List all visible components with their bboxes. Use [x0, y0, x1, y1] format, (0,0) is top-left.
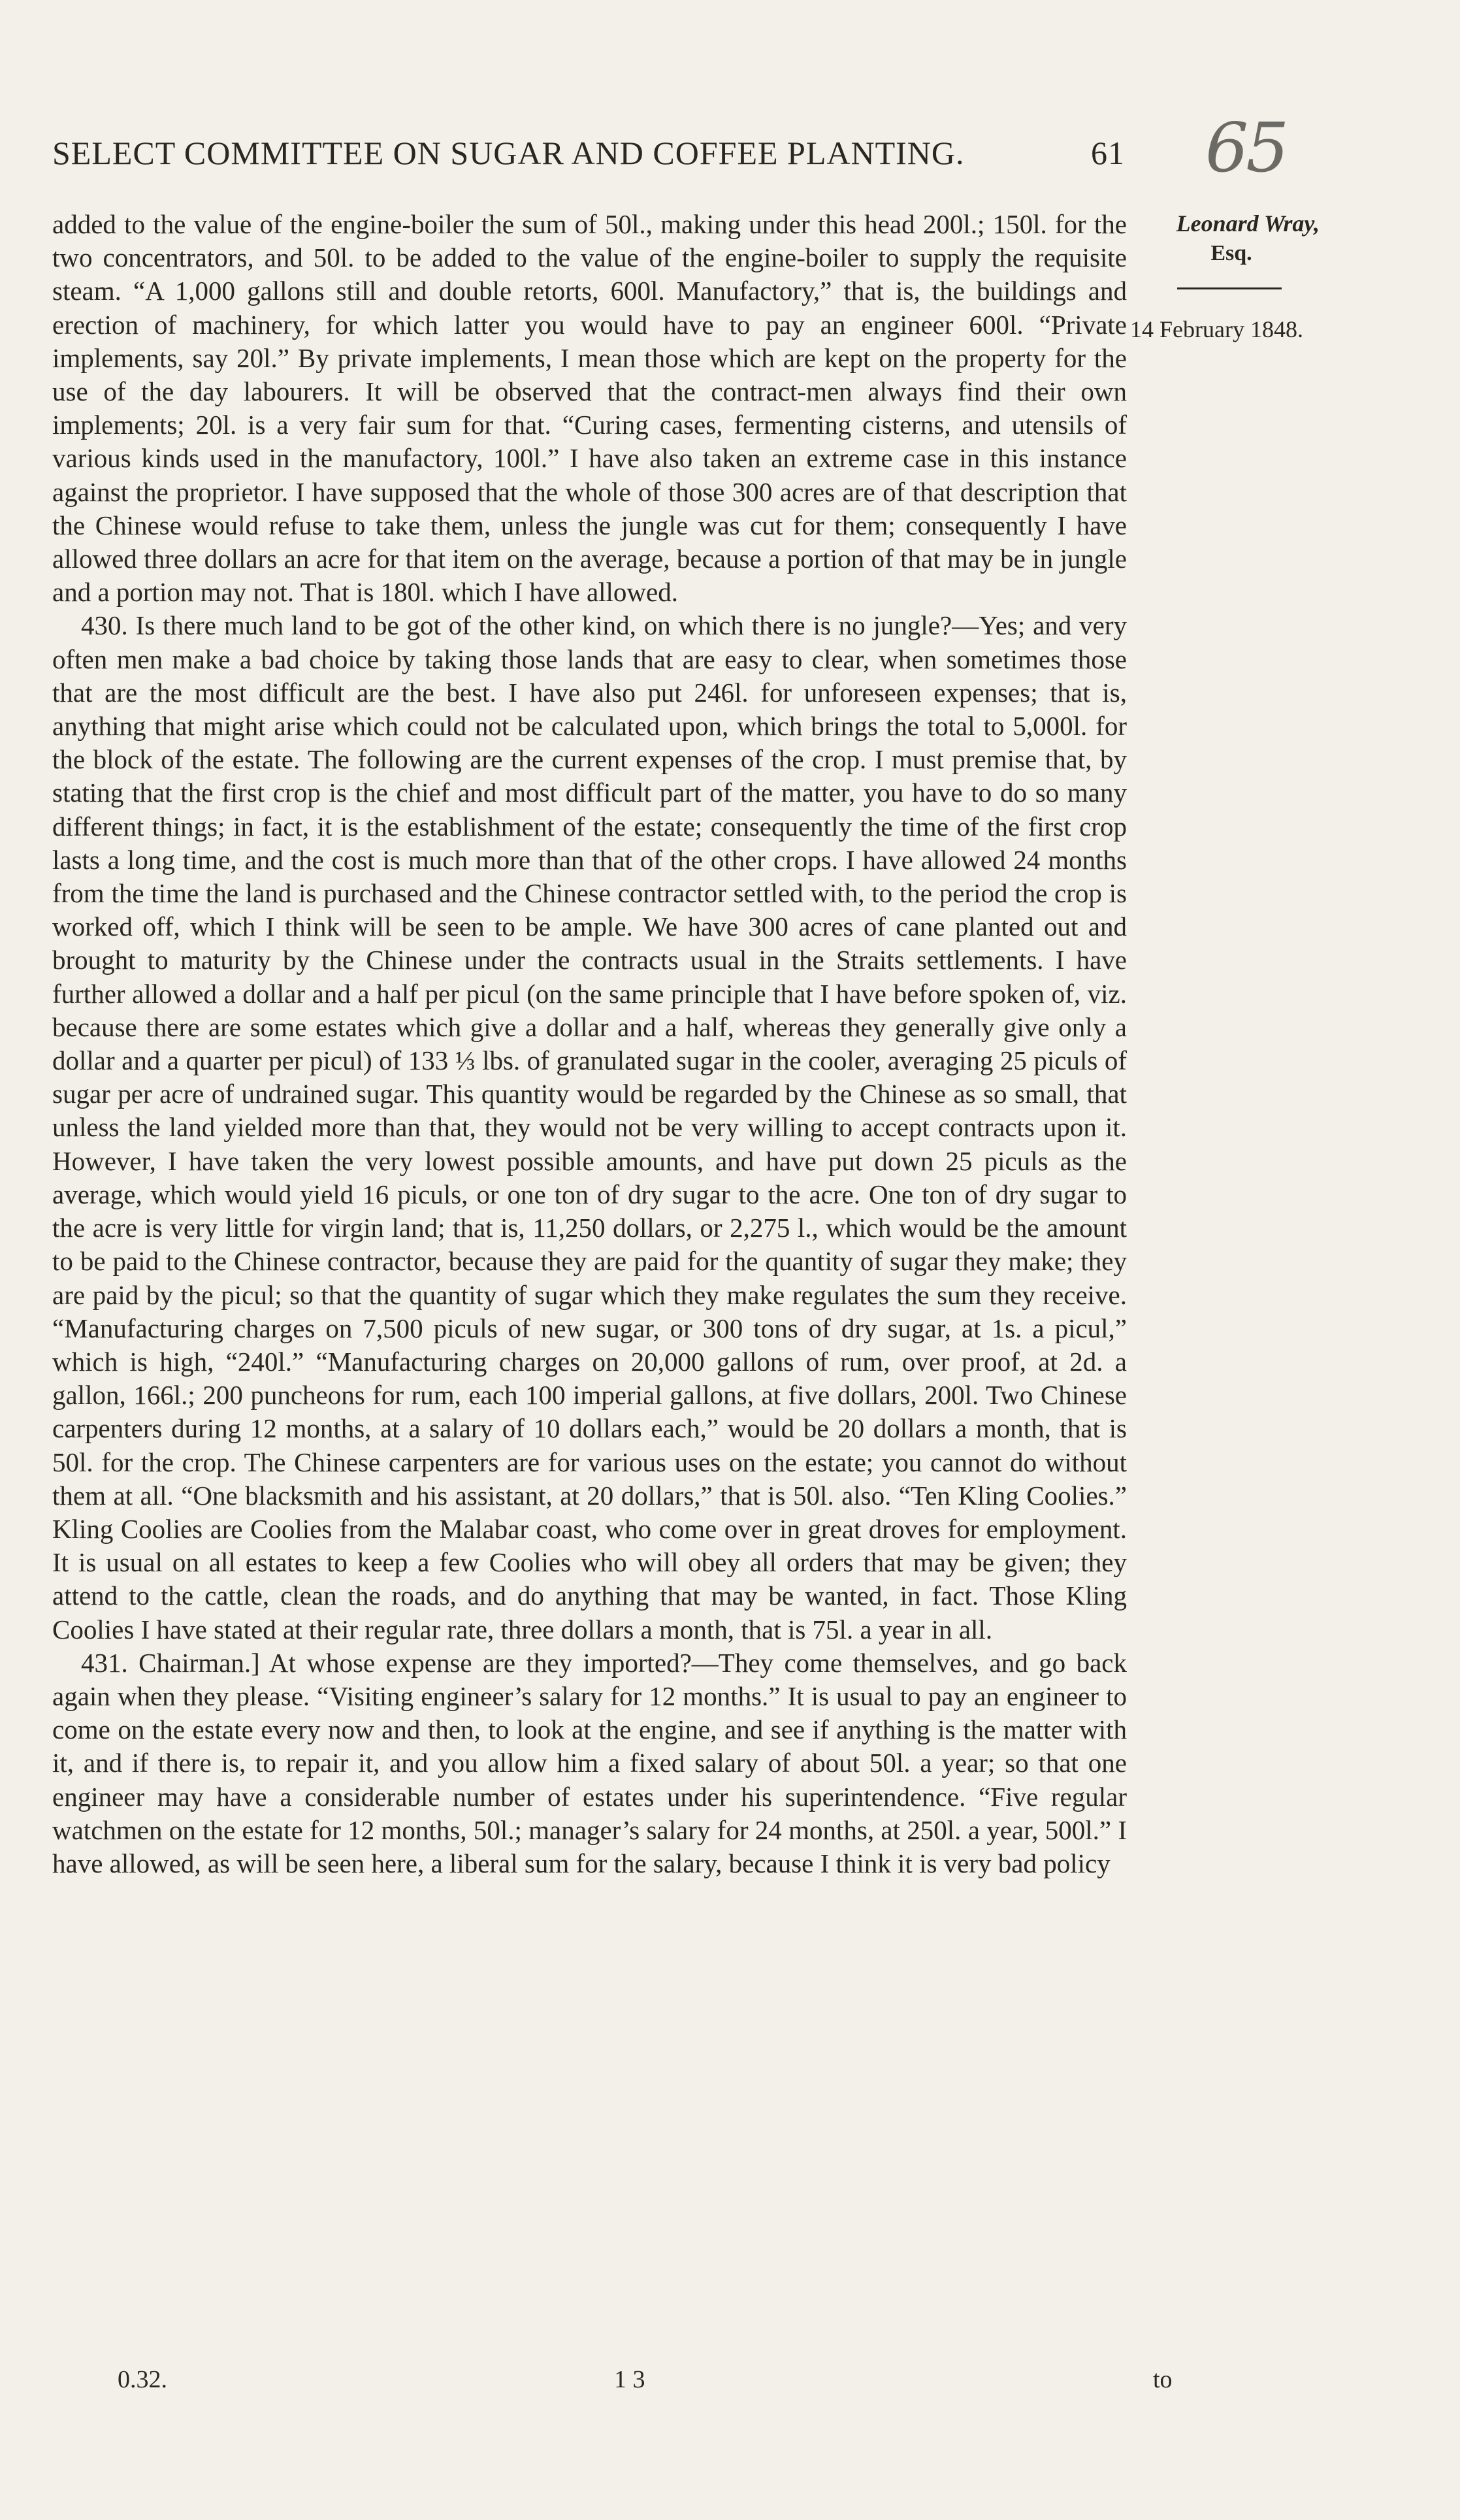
- header-title: SELECT COMMITTEE ON SUGAR AND COFFEE PLANTING.: [52, 135, 965, 171]
- paragraph-431: 431. Chairman.] At whose expense are they imported?—They come themselves, and go back again when they please. “Visiting engineer’s salary for 12 months.” It is usual to pay an engineer to come on the estate every now and then, to look at the engine, and see if anything is the matter with it, and if there is, to repair it, and you allow him a fixed salary of about 50l. a year; so that one engineer may have a considerable number of estates under his superintendence. “Five regular watchmen on the estate for 12 months, 50l.; manager’s salary for 24 months, at 250l. a year, 500l.” I have allowed, as will be seen here, a liberal sum for the salary, because I think it is very bad policy: [52, 1647, 1127, 1878]
- handwritten-folio-number: 65: [1205, 108, 1287, 188]
- witness-suffix: Esq.: [1210, 241, 1252, 265]
- margin-note: [1130, 208, 1437, 343]
- paragraph-430: 430. Is there much land to be got of the other kind, on which there is no jungle?—Yes; and very often men make a bad choice by taking those lands that are easy to clear, when sometimes those that are the most difficult are the best. I have also put 246l. for unforeseen expenses; that is, anything that might arise which could not be calculated upon, which brings the total to 5,000l. for the block of the estate. The following are the current expenses of the crop. I must premise that, by stating that the first crop is the chief and most difficult part of the matter, you have to do so many different things; in fact, it is the establishment of the estate; consequently the time of the first crop lasts a long time, and the cost is much more than that of the other crops. I have allowed 24 months from the time the land is purchased and the Chinese contractor settled with, to the period the crop is worked off, which I think will be seen to be ample. We have 300 acres of cane planted out and brought to maturity by the Chinese under the contracts usual in the Straits settlements. I have further allowed a dollar and a half per picul (on the same principle that I have before spoken of, viz. because there are some estates which give a dollar and a half, whereas they generally give only a dollar and a quarter per picul) of 133 ⅓ lbs. of granulated sugar in the cooler, averaging 25 piculs of sugar per acre of undrained sugar. This quantity would be regarded by the Chinese as so small, that unless the land yielded more than that, they would not be very willing to accept contracts upon it. However, I have taken the very lowest possible amounts, and have put down 25 piculs as the average, which would yield 16 piculs, or one ton of dry sugar to the acre. One ton of dry sugar to the acre is very little for virgin land; that is, 11,250 dollars, or 2,275 l., which would be the amount to be paid to the Chinese contractor, because they are paid for the quantity of sugar they make; they are paid by the picul; so that the quantity of sugar which they make regulates the sum they receive. “Manufacturing charges on 7,500 piculs of new sugar, or 300 tons of dry sugar, at 1s. a picul,” which is high, “240l.” “Manufacturing charges on 20,000 gallons of rum, over proof, at 2d. a gallon, 166l.; 200 puncheons for rum, each 100 imperial gallons, at five dollars, 200l. Two Chinese carpenters during 12 months, at a salary of 10 dollars each,” would be 20 dollars a month, that is 50l. for the crop. The Chinese carpenters are for various uses on the estate; you cannot do without them at all. “One blacksmith and his assistant, at 20 dollars,” that is 50l. also. “Ten Kling Coolies.” Kling Coolies are Coolies from the Malabar coast, who come over in great droves for employment. It is usual on all estates to keep a few Coolies who will obey all orders that may be given; they attend to the cattle, clean the roads, and do anything that may be wanted, in fact. Those Kling Coolies I have stated at their regular rate, three dollars a month, that is 75l. a year in all.: [52, 610, 1127, 1645]
- body-text: [52, 208, 1127, 1880]
- footer-catchword: to: [1153, 2366, 1173, 2393]
- running-header: [52, 134, 1124, 172]
- footer-gathering-mark: 1 3: [614, 2366, 645, 2393]
- margin-rule: [1177, 287, 1282, 289]
- paragraph-continuation: added to the value of the engine-boiler the sum of 50l., making under this head 200l.; 150l. for the two concentrators, and 50l. to be added to the value of the engine-boiler to supply the requisite steam. “A 1,000 gallons still and double retorts, 600l. Manufactory,” that is, the buildings and erection of machinery, for which latter you would have to pay an engineer 600l. “Private implements, say 20l.” By private implements, I mean those which are kept on the property for the use of the day labourers. It will be observed that the contract-men always find their own implements; 20l. is a very fair sum for that. “Curing cases, fermenting cisterns, and utensils of various kinds used in the manufactory, 100l.” I have also taken an extreme case in this instance against the proprietor. I have supposed that the whole of those 300 acres are of that description that the Chinese would refuse to take them, unless the jungle was cut for them; consequently I have allowed three dollars an acre for that item on the average, because a portion of that may be in jungle and a portion may not. That is 180l. which I have allowed.: [52, 209, 1127, 608]
- hearing-date: 14 February 1848.: [1130, 316, 1303, 342]
- footer-signature-mark: 0.32.: [118, 2366, 167, 2393]
- page-number: 61: [1091, 135, 1125, 171]
- witness-name: Leonard Wray,: [1176, 210, 1320, 237]
